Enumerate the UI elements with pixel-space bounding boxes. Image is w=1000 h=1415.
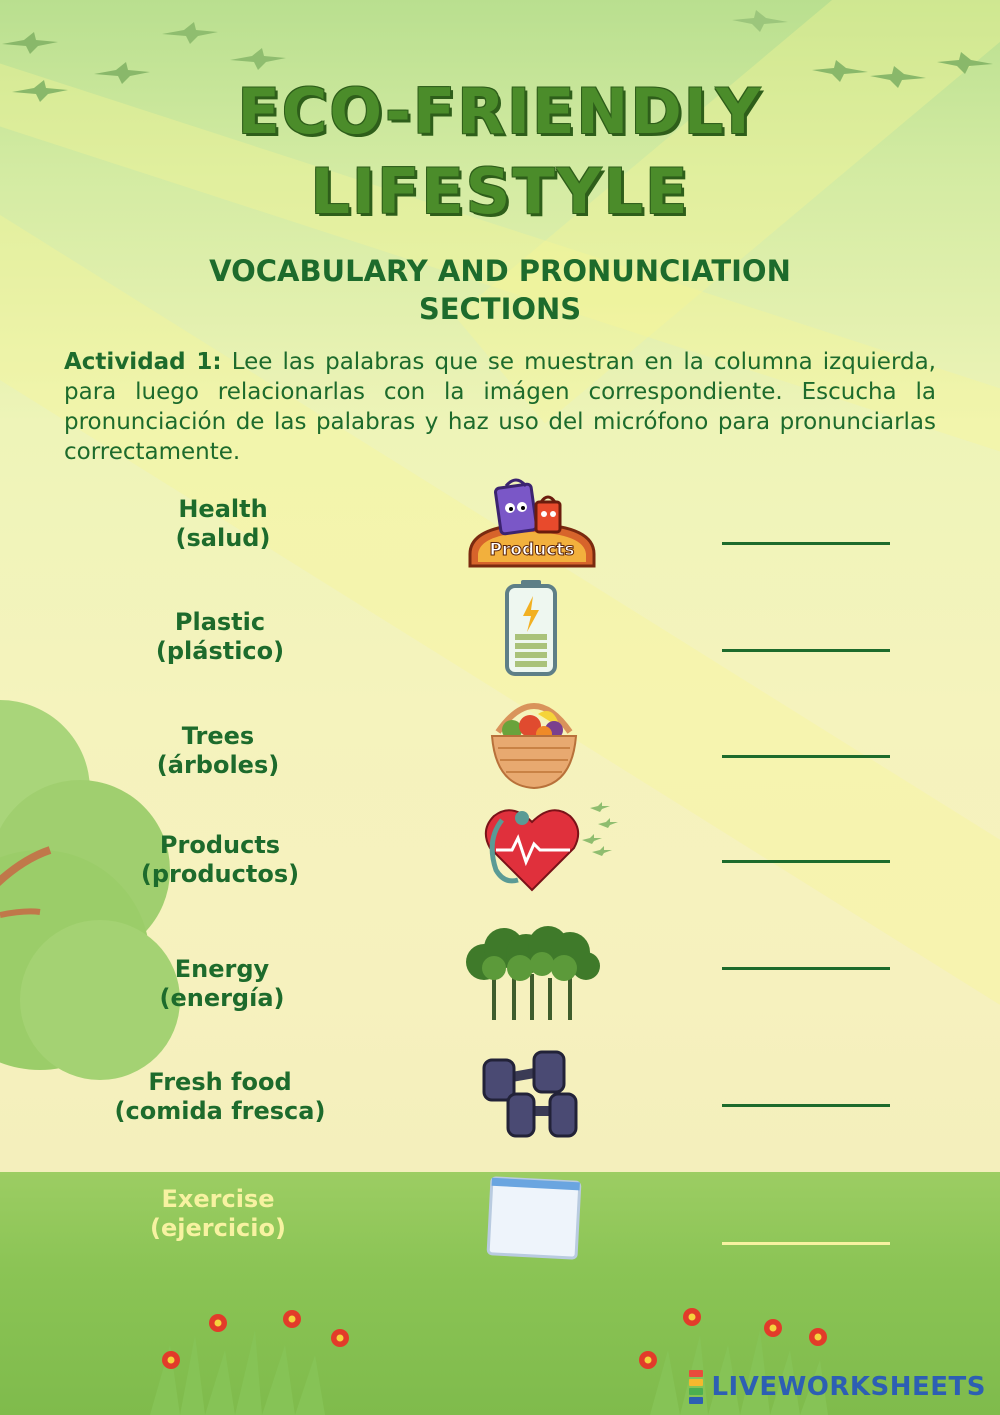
word-item <box>68 1185 368 1243</box>
answer-line[interactable] <box>722 542 890 545</box>
word-english: Exercise <box>161 1185 275 1213</box>
activity-text: Lee las palabras que se muestran en la columna izquierda, para luego relacionarlas con la imágen correspondiente. Escucha la pronunciación de las palabras y haz uso del micrófono para pronunciarlas correctamente. <box>64 349 936 465</box>
word-item <box>70 608 370 666</box>
liveworksheets-logo <box>689 1369 986 1405</box>
brand-name: LIVEWORKSHEETS <box>711 1372 986 1402</box>
word-spanish: (plástico) <box>155 637 285 665</box>
battery-icon[interactable] <box>503 578 559 678</box>
answer-line[interactable] <box>722 649 890 652</box>
word-english: Products <box>159 831 281 859</box>
instructions <box>64 347 936 467</box>
word-english: Health <box>178 495 268 523</box>
word-spanish: (salud) <box>175 524 271 552</box>
bird-icon <box>935 50 995 76</box>
activity-label: Actividad 1: <box>64 349 222 375</box>
fruit-basket-icon[interactable] <box>488 690 580 792</box>
word-english: Fresh food <box>148 1068 292 1096</box>
answer-line[interactable] <box>722 755 890 758</box>
products-label: Products <box>489 540 575 560</box>
dumbbells-icon[interactable] <box>482 1046 582 1142</box>
word-spanish: (comida fresca) <box>114 1097 326 1125</box>
answer-line[interactable] <box>722 1104 890 1107</box>
word-item <box>70 831 370 889</box>
trees-icon[interactable] <box>464 922 600 1022</box>
title-line-2: LIFESTYLE <box>310 155 690 228</box>
word-spanish: (energía) <box>159 984 285 1012</box>
word-item <box>70 1068 370 1126</box>
word-spanish: (árboles) <box>156 751 280 779</box>
word-english: Energy <box>174 955 270 983</box>
title-line-1: ECO-FRIENDLY <box>237 75 763 148</box>
word-spanish: (productos) <box>140 860 300 888</box>
shopping-bags-icon[interactable] <box>466 474 598 570</box>
word-item <box>73 495 373 553</box>
bird-icon <box>160 20 220 46</box>
word-item <box>68 722 368 780</box>
bird-icon <box>0 30 60 56</box>
answer-line[interactable] <box>722 860 890 863</box>
word-english: Plastic <box>174 608 266 636</box>
answer-line[interactable] <box>722 1242 890 1245</box>
heart-stethoscope-icon[interactable] <box>482 800 624 894</box>
live-logo-icon <box>689 1369 707 1405</box>
answer-line[interactable] <box>722 967 890 970</box>
section-subtitle: VOCABULARY AND PRONUNCIATION SECTIONS <box>209 254 791 326</box>
bird-icon <box>730 8 790 34</box>
bird-icon <box>228 46 288 72</box>
word-spanish: (ejercicio) <box>150 1214 286 1242</box>
plastic-bag-icon[interactable] <box>484 1174 584 1260</box>
word-english: Trees <box>181 722 255 750</box>
word-item <box>72 955 372 1013</box>
